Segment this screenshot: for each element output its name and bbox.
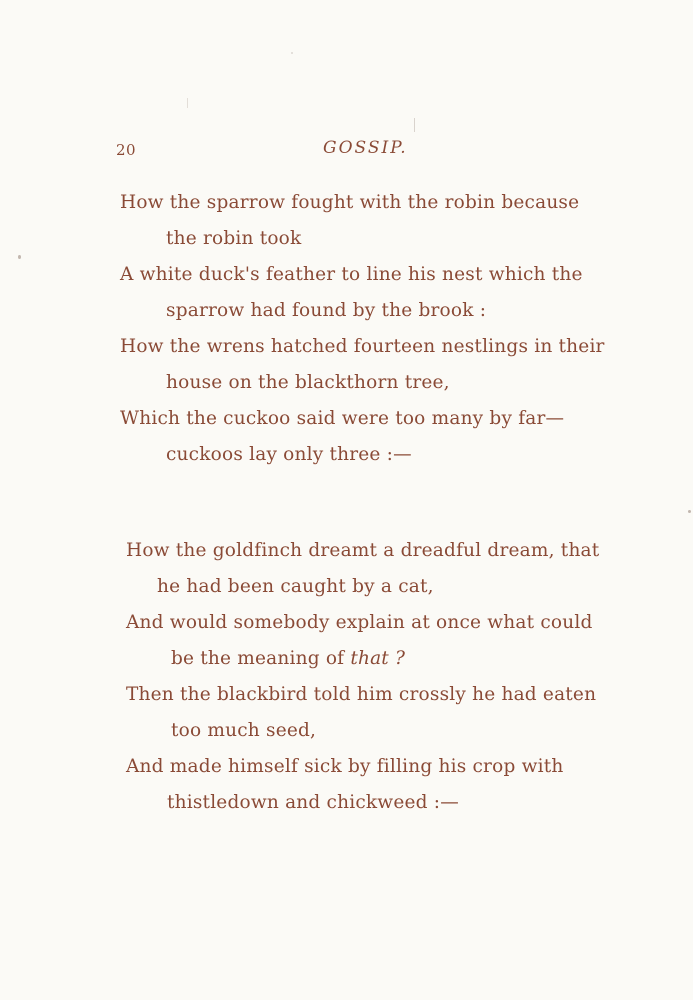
- paper-speck: [414, 118, 415, 132]
- verse-line: [0, 788, 693, 824]
- verse-line: [0, 752, 693, 788]
- verse-line: [0, 536, 693, 572]
- verse-text: sparrow had found by the brook :: [166, 300, 487, 321]
- verse-text: How the goldfinch dreamt a dreadful dream, that: [126, 540, 600, 561]
- verse-text: Then the blackbird told him crossly he had eaten: [126, 684, 597, 705]
- verse-line: [0, 260, 693, 296]
- verse-text: How the sparrow fought with the robin because: [120, 192, 580, 213]
- verse-text: And made himself sick by filling his crop with: [126, 756, 564, 777]
- paper-speck: [187, 98, 188, 108]
- verse-text: thistledown and chickweed :—: [167, 792, 459, 813]
- verse-line: [0, 296, 693, 332]
- paper-speck: [291, 52, 293, 54]
- verse-text: Which the cuckoo said were too many by far—: [120, 408, 565, 429]
- verse-line: [0, 368, 693, 404]
- verse-text: he had been caught by a cat,: [157, 576, 434, 597]
- verse-text: house on the blackthorn tree,: [166, 372, 450, 393]
- verse-text: cuckoos lay only three :—: [166, 444, 412, 465]
- verse-text-with-emphasis: [171, 644, 405, 674]
- verse-line: [0, 572, 693, 608]
- verse-text: be the meaning of: [171, 648, 345, 669]
- page-number: 20: [116, 141, 137, 159]
- paper-speck: [688, 510, 691, 513]
- paper-speck: [18, 255, 21, 259]
- stanza-1: [0, 188, 693, 476]
- verse-text: A white duck's feather to line his nest which the: [120, 264, 583, 285]
- verse-line: [0, 440, 693, 476]
- verse-line: [0, 680, 693, 716]
- verse-line: [0, 644, 693, 680]
- verse-text: And would somebody explain at once what could: [126, 612, 593, 633]
- running-title: GOSSIP.: [323, 138, 408, 158]
- verse-line: [0, 716, 693, 752]
- verse-line: [0, 404, 693, 440]
- emphasized-word: that ?: [350, 648, 406, 669]
- verse-line: [0, 224, 693, 260]
- verse-line: [0, 608, 693, 644]
- stanza-2: [0, 536, 693, 824]
- verse-text: the robin took: [166, 228, 302, 249]
- verse-line: [0, 332, 693, 368]
- verse-text: How the wrens hatched fourteen nestlings in their: [120, 336, 605, 357]
- verse-text: too much seed,: [171, 720, 317, 741]
- verse-line: [0, 188, 693, 224]
